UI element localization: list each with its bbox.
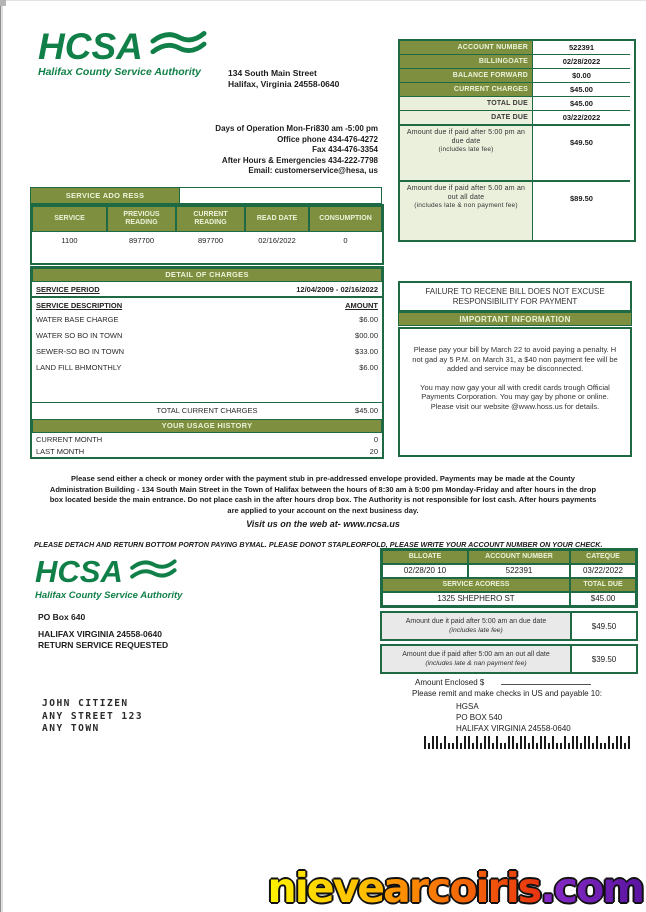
stub-account-number: 522391 bbox=[468, 564, 570, 578]
nonpayment-fee-value: $89.50 bbox=[532, 180, 630, 240]
stub-late-fee-row: Amount due it paid after 5:00 am an due date (includes late fee) $49.50 bbox=[380, 611, 638, 641]
usage-row: CURRENT MONTH 0 bbox=[36, 434, 378, 444]
charges-title: DETAIL OF CHARGES bbox=[32, 268, 382, 282]
stub-late-fee-value: $49.50 bbox=[570, 613, 636, 639]
website-line: Visit us on the web at- www.ncsa.us bbox=[246, 519, 400, 529]
watermark-part1: nieve bbox=[267, 864, 384, 912]
charges-header-row bbox=[32, 298, 382, 311]
description-header: SERVICE DESCRIPTION bbox=[36, 301, 123, 310]
return-city-line: HALIFAX VIRGINIA 24558-0640 bbox=[38, 629, 162, 639]
company-city: Halifax, Virginia 24558-0640 bbox=[228, 79, 340, 89]
previous-reading: 897700 bbox=[128, 236, 155, 245]
remit-address: HGSA PO BOX 540 HALIFAX VIRGINIA 24558-0640 bbox=[456, 702, 571, 733]
contact-fax: Fax 434-476-3354 bbox=[312, 145, 378, 154]
logo-text: HCSA bbox=[35, 554, 123, 589]
stub-header: ACCOUNT NUMBER bbox=[468, 550, 570, 564]
customer-address bbox=[42, 698, 143, 736]
po-box-line: PO Box 640 bbox=[38, 612, 86, 622]
stub-header: BLLOATE bbox=[382, 550, 468, 564]
charges-spacer bbox=[32, 375, 382, 402]
stub-header: CATEQUE bbox=[570, 550, 636, 564]
date-due-value: 03/22/2022 bbox=[532, 110, 630, 124]
notice-paragraph: Please pay your bill by March 22 to avoid paying a penalty. H not gad ay 5 P.M. on March 31, a $40 non payment fee will be added and service may be disconnected. bbox=[412, 345, 618, 373]
summary-label: CURRENT CHARGES bbox=[400, 82, 532, 96]
summary-label: ACCOUNT NUMBER bbox=[400, 41, 532, 54]
column-header: PREVIOUS READING bbox=[107, 206, 176, 232]
stub-total-due: $45.00 bbox=[570, 592, 636, 606]
detail-of-charges-table bbox=[30, 266, 384, 459]
current-charges-value: $45.00 bbox=[532, 82, 630, 96]
service-address-blank-box bbox=[179, 188, 381, 203]
customer-street: ANY STREET 123 bbox=[42, 710, 144, 722]
detach-instruction: PLEASE DETACH AND RETURN BOTTOM PORTON PAYING BYMAL. PLEASE DONOT STAPLEORFOLD, PLEASE WRITE YOUR ACCOUNT NUMBER ON YOUR CHECK. bbox=[34, 540, 603, 549]
watermark-part3: .com bbox=[540, 864, 643, 912]
scan-edge-top bbox=[0, 0, 646, 1]
scan-corner-mark bbox=[0, 0, 6, 6]
total-label: TOTAL CURRENT CHARGES bbox=[156, 406, 258, 415]
read-date: 02/16/2022 bbox=[258, 236, 296, 245]
wave-icon bbox=[129, 558, 177, 589]
stub-total-due-header: TOTAL DUE bbox=[570, 578, 636, 592]
summary-label: BILLINGOATE bbox=[400, 54, 532, 68]
stub-nonpayment-fee-value: $39.50 bbox=[570, 646, 636, 672]
important-information-box bbox=[398, 327, 632, 457]
postal-barcode bbox=[424, 735, 630, 749]
charge-item: WATER BASE CHARGE $6.00 bbox=[36, 314, 378, 324]
amount-enclosed-row bbox=[415, 676, 591, 687]
stub-nonpayment-fee-row: Amount due if paid after 5:00 am an out all date (includes late & nan payment fee) $39.50 bbox=[380, 644, 638, 674]
usage-row: LAST MONTH 20 bbox=[36, 446, 378, 456]
charge-item: WATER SO BO IN TOWN $00.00 bbox=[36, 330, 378, 340]
account-summary-table bbox=[398, 39, 636, 242]
payment-stub-table bbox=[380, 548, 638, 674]
logo-tagline: Halifax County Service Authority bbox=[38, 66, 201, 78]
customer-name: JOHN CITIZEN bbox=[42, 698, 129, 709]
billing-date-value: 02/28/2022 bbox=[532, 54, 630, 68]
stub-service-address: 1325 SHEPHERO ST bbox=[382, 592, 570, 606]
total-current-charges-row bbox=[32, 402, 382, 419]
charge-item: LAND FILL BHMONTHLY $6.00 bbox=[36, 362, 378, 372]
contact-info bbox=[158, 124, 378, 177]
service-address-title: SERVICE ADO RESS bbox=[65, 191, 145, 200]
company-logo-stub bbox=[35, 554, 225, 601]
amount-header: AMOUNT bbox=[345, 301, 378, 310]
contact-email: Email: customerservice@hesa, us bbox=[248, 166, 378, 175]
meter-reading-table bbox=[30, 204, 384, 265]
consumption: 0 bbox=[343, 236, 348, 245]
company-address bbox=[228, 68, 339, 90]
important-information-title: IMPORTANT INFORMATION bbox=[398, 312, 632, 326]
customer-town: ANY TOWN bbox=[42, 723, 100, 734]
service-code: 1100 bbox=[61, 236, 78, 245]
account-number-value: 522391 bbox=[532, 41, 630, 54]
column-header: CONSUMPTION bbox=[309, 206, 382, 232]
column-header: READ DATE bbox=[245, 206, 309, 232]
contact-phone: Office phone 434-476-4272 bbox=[277, 134, 378, 144]
payment-instructions: Please send either a check or money order with the payment stub in pre-addressed envelope provided. Payments may be made at the County Administration Building - 134 South Main Street in the Town of Halifax between the hours of 8:30 am à 5:00 pm Monday-Friday and after hours in the drop box located beside the main entrance. Do not place cash in the after hours drop box. The Authority is not responsible for lost cash. After hours payments are applied to your account on the next business day. bbox=[49, 474, 597, 515]
watermark bbox=[268, 866, 643, 910]
total-value: $45.00 bbox=[355, 406, 378, 415]
late-fee-label: Amount due if paid after 5:00 pm an due date (includes late fee) bbox=[400, 124, 532, 180]
service-period-label: SERVICE PERIOD bbox=[36, 284, 100, 294]
table-row bbox=[32, 232, 382, 263]
service-period-value: 12/04/2009 - 02/16/2022 bbox=[296, 284, 378, 294]
return-address bbox=[38, 612, 168, 651]
company-logo bbox=[38, 26, 248, 78]
contact-emergency: After Hours & Emergencies 434-222-7798 bbox=[221, 155, 378, 165]
amount-enclosed-line bbox=[501, 676, 591, 685]
wave-icon bbox=[149, 30, 207, 65]
nonpayment-fee-label: Amount due if paid after 5.00 am an out all date (includes late & non payment fee) bbox=[400, 180, 532, 240]
service-address-bar bbox=[30, 187, 382, 204]
stub-date-due: 03/22/2022 bbox=[570, 564, 636, 578]
total-due-value: $45.00 bbox=[532, 96, 630, 110]
logo-text: HCSA bbox=[38, 26, 143, 67]
column-header: CURRENT READING bbox=[176, 206, 245, 232]
logo-tagline: Halifax County Service Authority bbox=[35, 590, 183, 601]
company-street: 134 South Main Street bbox=[228, 68, 317, 78]
summary-label: TOTAL DUE bbox=[400, 96, 532, 110]
remit-instruction: Please remit and make checks in US and payable 10: bbox=[412, 689, 602, 698]
failure-notice-box: FAILURE TO RECENE BILL DOES NOT EXCUSE RESPONSIBILITY FOR PAYMENT bbox=[398, 281, 632, 312]
summary-label: DATE DUE bbox=[400, 110, 532, 124]
late-fee-value: $49.50 bbox=[532, 124, 630, 180]
column-header: SERVICE bbox=[32, 206, 107, 232]
current-reading: 897700 bbox=[197, 236, 224, 245]
notice-paragraph: You may now gay your all with credit cards trough Official Payments Corporation. You may gay by phone or online. Please visit our website @www.hoss.us for details. bbox=[420, 382, 610, 411]
usage-history-title: YOUR USAGE HISTORY bbox=[32, 419, 382, 433]
scan-edge-left-light bbox=[1, 0, 3, 912]
return-service-line: RETURN SERVICE REQUESTED bbox=[38, 640, 169, 650]
summary-label: BALANCE FORWARD bbox=[400, 68, 532, 82]
contact-hours: Days of Operation Mon-Fri830 am -5:00 pm bbox=[215, 124, 378, 133]
amount-enclosed-label: Amount Enclosed $ bbox=[415, 678, 485, 687]
stub-bill-date: 02/28/20 10 bbox=[382, 564, 468, 578]
charge-item: SEWER-SO BO IN TOWN $33.00 bbox=[36, 346, 378, 356]
stub-service-address-header: SERVICE ACORESS bbox=[382, 578, 570, 592]
service-period-row bbox=[32, 282, 382, 298]
watermark-part2: arcoiris bbox=[383, 864, 541, 912]
balance-forward-value: $0.00 bbox=[532, 68, 630, 82]
